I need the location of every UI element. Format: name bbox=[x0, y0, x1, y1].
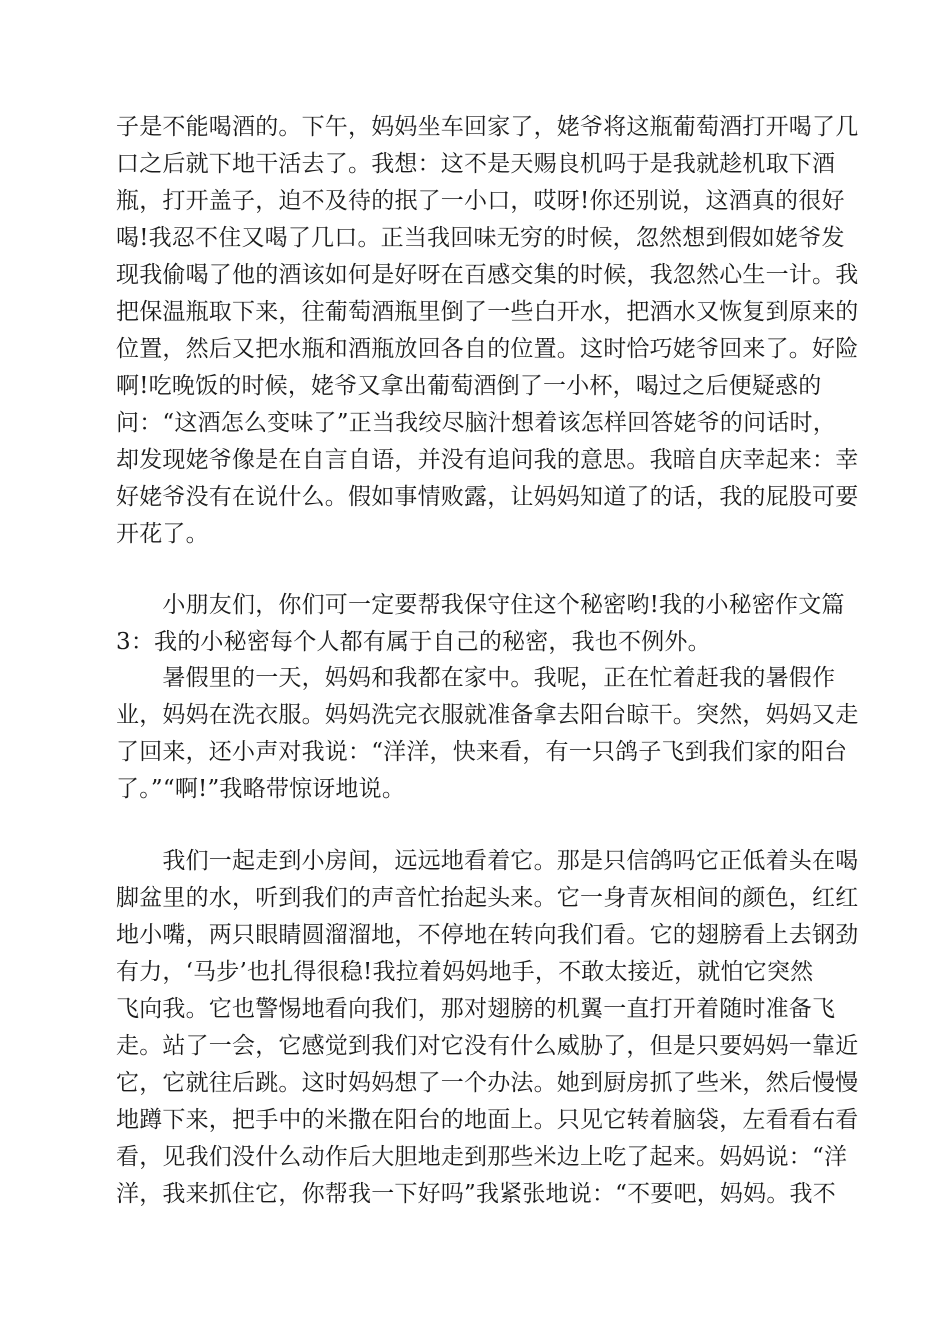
text-line: 飞向我。它也警惕地看向我们，那对翅膀的机翼一直打开着随时准备飞 bbox=[116, 996, 836, 1022]
text-line: 子是不能喝酒的。下午，妈妈坐车回家了，姥爷将这瓶葡萄酒打开喝了几 bbox=[116, 114, 859, 140]
text-line: 位置，然后又把水瓶和酒瓶放回各自的位置。这时恰巧姥爷回来了。好险 bbox=[116, 336, 859, 362]
text-line: 暑假里的一天，妈妈和我都在家中。我呢，正在忙着赶我的暑假作 bbox=[116, 665, 836, 691]
text-line: 了回来，还小声对我说：“洋洋，快来看，有一只鸽子飞到我们家的阳台 bbox=[116, 739, 848, 765]
paragraph-summer-day bbox=[116, 660, 859, 808]
text-line: 开花了。 bbox=[116, 521, 209, 547]
text-line: 啊!吃晚饭的时候，姥爷又拿出葡萄酒倒了一小杯，喝过之后便疑惑的 bbox=[116, 373, 822, 399]
text-line: 瓶，打开盖子，迫不及待的抿了一小口，哎呀!你还别说，这酒真的很好 bbox=[116, 188, 845, 214]
text-line: 地蹲下来，把手中的米撒在阳台的地面上。只见它转着脑袋，左看看右看 bbox=[116, 1107, 859, 1133]
text-line: 把保温瓶取下来，往葡萄酒瓶里倒了一些白开水，把酒水又恢复到原来的 bbox=[116, 299, 859, 325]
text-line: 好姥爷没有在说什么。假如事情败露，让妈妈知道了的话，我的屁股可要 bbox=[116, 484, 859, 510]
text-line: 业，妈妈在洗衣服。妈妈洗完衣服就准备拿去阳台晾干。突然，妈妈又走 bbox=[116, 702, 859, 728]
text-line: 地小嘴，两只眼睛圆溜溜地，不停地在转向我们看。它的翅膀看上去钢劲 bbox=[116, 922, 859, 948]
text-line: 我们一起走到小房间，远远地看着它。那是只信鸽吗它正低着头在喝 bbox=[116, 848, 859, 874]
text-line: 却发现姥爷像是在自言自语，并没有追问我的意思。我暗自庆幸起来：幸 bbox=[116, 447, 859, 473]
text-line: 了。”“啊!”我略带惊讶地说。 bbox=[116, 776, 406, 802]
text-line: 脚盆里的水，听到我们的声音忙抬起头来。它一身青灰相间的颜色，红红 bbox=[116, 885, 859, 911]
text-line: 喝!我忍不住又喝了几口。正当我回味无穷的时候，忽然想到假如姥爷发 bbox=[116, 225, 845, 251]
text-line: 口之后就下地干活去了。我想：这不是天赐良机吗于是我就趁机取下酒 bbox=[116, 151, 836, 177]
text-line: 现我偷喝了他的酒该如何是好呀在百感交集的时候，我忽然心生一计。我 bbox=[116, 262, 859, 288]
text-line: 3：我的小秘密每个人都有属于自己的秘密，我也不例外。 bbox=[116, 629, 711, 655]
text-line: 看，见我们没什么动作后大胆地走到那些米边上吃了起来。妈妈说：“洋 bbox=[116, 1144, 848, 1170]
text-line: 问：“这酒怎么变味了”正当我绞尽脑汁想着该怎样回答姥爷的问话时， bbox=[116, 410, 836, 436]
text-line: 有力，‘马步’也扎得很稳!我拉着妈妈地手，不敢太接近，就怕它突然 bbox=[116, 959, 814, 985]
paragraph-story-continuation bbox=[116, 109, 859, 553]
text-line: 走。站了一会，它感觉到我们对它没有什么威胁了，但是只要妈妈一靠近 bbox=[116, 1033, 859, 1059]
text-line: 它，它就往后跳。这时妈妈想了一个办法。她到厨房抓了些米，然后慢慢 bbox=[116, 1070, 859, 1096]
paragraph-secret-essay-intro bbox=[116, 587, 845, 661]
text-line: 洋，我来抓住它，你帮我一下好吗”我紧张地说：“不要吧，妈妈。我不 bbox=[116, 1181, 836, 1207]
paragraph-pigeon bbox=[116, 843, 859, 1213]
text-line: 小朋友们，你们可一定要帮我保守住这个秘密哟!我的小秘密作文篇 bbox=[116, 592, 845, 618]
